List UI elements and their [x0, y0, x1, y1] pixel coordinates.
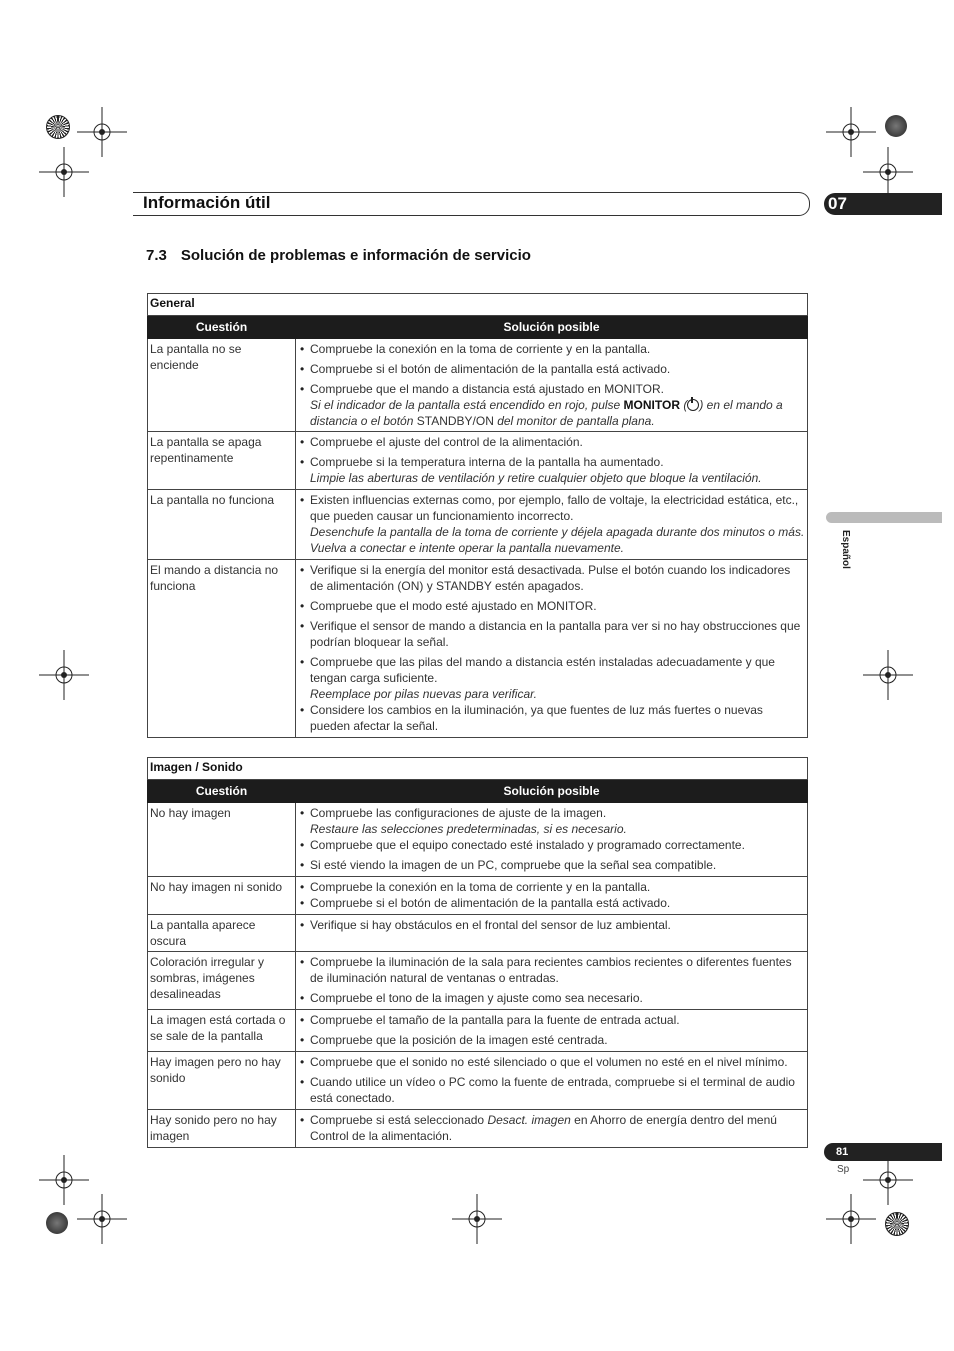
issue-cell: Hay sonido pero no hay imagen [148, 1110, 296, 1148]
language-label: Español [840, 530, 851, 569]
chapter-title: Información útil [143, 193, 271, 212]
solution-text: Existen influencias externas como, por ejemplo, fallo de voltaje, la electricidad estática, etc., que pueden causar un funcionamiento incorrecto. [310, 493, 799, 523]
solution-item: • Compruebe el tamaño de la pantalla para la fuente de entrada actual. [298, 1012, 805, 1028]
solution-item: • Considere los cambios en la iluminación, ya que fuentes de luz más fuertes o nuevas pueden afectar la señal. [298, 702, 805, 734]
note-text: del monitor de pantalla plana. [493, 414, 655, 428]
note-text: Si el indicador de la pantalla está encendido en rojo, pulse [310, 398, 624, 412]
solution-item: • Compruebe la conexión en la toma de corriente y en la pantalla. [298, 879, 805, 895]
solution-note: Restaure las selecciones predeterminadas, si es necesario. [310, 822, 627, 836]
solution-cell [296, 339, 808, 432]
solution-item [298, 654, 805, 702]
section-title: Solución de problemas e información de servicio [180, 247, 531, 264]
solution-note: Reemplace por pilas nuevas para verificar. [310, 687, 537, 701]
solution-cell [296, 1010, 808, 1052]
solution-item: • Verifique el sensor de mando a distancia en la pantalla para ver si no hay obstrucciones que podrían bloquear la señal. [298, 618, 805, 650]
solution-item: • Compruebe que el equipo conectado esté instalado y programado correctamente. [298, 837, 805, 853]
table-group-title: General [148, 294, 808, 316]
table-row [148, 877, 808, 915]
color-target-rays-bottom-right [885, 1212, 909, 1236]
power-icon [687, 399, 699, 411]
issue-cell: Coloración irregular y sombras, imágenes desalineadas [148, 952, 296, 1010]
registration-mark-mid-right [858, 645, 918, 705]
issue-cell: La pantalla se apaga repentinamente [148, 432, 296, 490]
solution-text: en Ahorro de energía dentro del menú Control de la alimentación. [310, 1113, 777, 1143]
table-row [148, 1110, 808, 1148]
solution-item [298, 492, 805, 556]
solution-cell [296, 1052, 808, 1110]
issue-cell: No hay imagen [148, 803, 296, 877]
solution-text: Compruebe que las pilas del mando a distancia estén instaladas adecuadamente y que tengan carga suficiente. [310, 655, 775, 685]
registration-mark-top-left-2 [34, 142, 94, 202]
issue-cell: No hay imagen ni sonido [148, 877, 296, 915]
solution-item [298, 805, 805, 837]
table-row [148, 490, 808, 560]
solution-item [298, 454, 805, 486]
solution-item: • Compruebe si el botón de alimentación de la pantalla está activado. [298, 895, 805, 911]
column-header-issue: Cuestión [148, 316, 296, 339]
table-row [148, 803, 808, 877]
monitor-key: MONITOR [623, 398, 680, 412]
menu-option: Desact. imagen [487, 1113, 571, 1127]
solution-item: • Verifique si hay obstáculos en el frontal del sensor de luz ambiental. [298, 917, 805, 933]
table-row [148, 1010, 808, 1052]
solution-note: Si el indicador de la pantalla está encendido en rojo, pulse MONITOR ( ) en el mando a distancia o el botón STANDBY/ON del monitor de pantalla plana. [310, 398, 783, 428]
solution-item: • Verifique si la energía del monitor está desactivada. Pulse el botón cuando los indicadores de alimentación (ON) y STANDBY estén apagados. [298, 562, 805, 594]
table-row [148, 432, 808, 490]
solution-item: • Compruebe el tono de la imagen y ajuste como sea necesario. [298, 990, 805, 1006]
issue-cell: Hay imagen pero no hay sonido [148, 1052, 296, 1110]
solution-text: Compruebe las configuraciones de ajuste de la imagen. [310, 806, 607, 820]
color-target-rays-top-left [46, 115, 70, 139]
column-header-solution: Solución posible [296, 316, 808, 339]
solution-note: Desenchufe la pantalla de la toma de corriente y déjela apagada durante dos minutos o más. Vuelva a conectar e intente operar la pantalla nuevamente. [310, 525, 805, 555]
table-row [148, 1052, 808, 1110]
language-tab [826, 512, 942, 523]
issue-cell: La imagen está cortada o se sale de la pantalla [148, 1010, 296, 1052]
table-group-title: Imagen / Sonido [148, 758, 808, 780]
solution-item: • Compruebe que el sonido no esté silenciado o que el volumen no esté en el nivel mínimo. [298, 1054, 805, 1070]
solution-item: • Compruebe que la posición de la imagen esté centrada. [298, 1032, 805, 1048]
note-text: en el mando a distancia o el botón [310, 398, 783, 428]
solution-cell [296, 490, 808, 560]
table-row [148, 339, 808, 432]
solution-item: • Cuando utilice un vídeo o PC como la fuente de entrada, compruebe si el terminal de audio está conectado. [298, 1074, 805, 1106]
solution-cell [296, 803, 808, 877]
solution-cell [296, 877, 808, 915]
solution-item: • Si esté viendo la imagen de un PC, compruebe que la señal sea compatible. [298, 857, 805, 873]
standby-key: STANDBY/ON [416, 414, 494, 428]
section-number: 7.3 [146, 247, 167, 264]
solution-cell [296, 432, 808, 490]
solution-item: • Compruebe si el botón de alimentación de la pantalla está activado. [298, 361, 805, 377]
column-header-issue: Cuestión [148, 780, 296, 803]
chapter-number-tab: 07 [824, 193, 942, 215]
solution-item: • Compruebe el ajuste del control de la alimentación. [298, 434, 805, 450]
solution-item: • Compruebe la iluminación de la sala para recientes cambios recientes o diferentes fuentes de iluminación natural de ventanas o entradas. [298, 954, 805, 986]
section-heading [146, 247, 531, 264]
registration-mark-bottom-center [447, 1189, 507, 1249]
solution-item [298, 381, 805, 429]
registration-mark-bottom-left-2 [72, 1189, 132, 1249]
issue-cell: La pantalla no funciona [148, 490, 296, 560]
solution-item: • Compruebe la conexión en la toma de corriente y en la pantalla. [298, 341, 805, 357]
solution-cell [296, 952, 808, 1010]
column-header-solution: Solución posible [296, 780, 808, 803]
issue-cell: El mando a distancia no funciona [148, 560, 296, 738]
issue-cell: La pantalla aparece oscura [148, 915, 296, 952]
table-row [148, 952, 808, 1010]
page-language-code: Sp [837, 1164, 850, 1175]
solution-item: • Compruebe que el modo esté ajustado en MONITOR. [298, 598, 805, 614]
general-troubleshooting-table [147, 293, 808, 738]
solution-text: Compruebe si la temperatura interna de la pantalla ha aumentado. [310, 455, 664, 469]
issue-cell: La pantalla no se enciende [148, 339, 296, 432]
image-sound-troubleshooting-table [147, 757, 808, 1148]
solution-text: Compruebe que el mando a distancia está ajustado en MONITOR. [310, 382, 664, 396]
page-number-tab: 81 [824, 1143, 942, 1161]
solution-text: Compruebe si está seleccionado [310, 1113, 488, 1127]
color-target-solid-top-right [885, 115, 907, 137]
solution-cell [296, 1110, 808, 1148]
solution-note: Limpie las aberturas de ventilación y retire cualquier objeto que bloque la ventilación. [310, 471, 762, 485]
solution-cell [296, 560, 808, 738]
registration-mark-bottom-right-2 [821, 1189, 881, 1249]
color-target-solid-bottom-left [46, 1212, 68, 1234]
solution-cell [296, 915, 808, 952]
table-row [148, 915, 808, 952]
registration-mark-mid-left [34, 645, 94, 705]
solution-item [298, 1112, 805, 1144]
table-row [148, 560, 808, 738]
